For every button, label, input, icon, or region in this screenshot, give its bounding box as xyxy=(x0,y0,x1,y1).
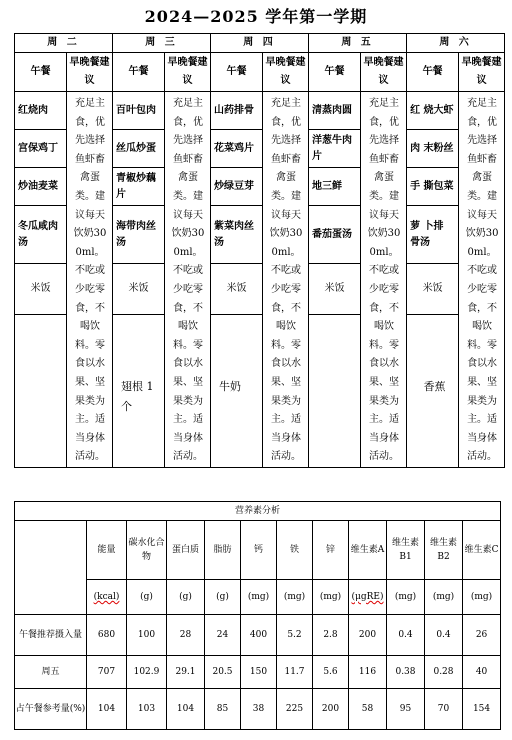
lunch-header: 午餐 xyxy=(309,53,361,92)
staple-cell: 米饭 xyxy=(15,264,67,315)
day-header-thu: 周 四 xyxy=(211,34,309,53)
meal-advice: 充足主食，优先选择鱼虾畜禽蛋类。建议每天饮奶300ml。不吃或少吃零食，不喝饮料。零食以水果、坚果类为主。适当身体活动。 xyxy=(361,92,407,468)
value-cell: 58 xyxy=(349,689,387,730)
dish-cell: 山药排骨 xyxy=(211,92,263,130)
value-cell: 29.1 xyxy=(167,656,205,689)
dish-cell: 炒油麦菜 xyxy=(15,168,67,206)
nutrient-header: 锌 xyxy=(313,521,349,580)
unit-cell: (g) xyxy=(127,580,167,615)
meal-advice: 充足主食，优先选择鱼虾畜禽蛋类。建议每天饮奶300ml。不吃或少吃零食，不喝饮料。零食以水果、坚果类为主。适当身体活动。 xyxy=(263,92,309,468)
value-cell: 85 xyxy=(205,689,241,730)
nutrient-header: 碳水化合物 xyxy=(127,521,167,580)
dish-cell: 花菜鸡片 xyxy=(211,130,263,168)
dish-cell: 地三鲜 xyxy=(309,168,361,206)
value-cell: 5.2 xyxy=(277,615,313,656)
dish-cell: 丝瓜炒蛋 xyxy=(113,130,165,168)
nutrition-analysis-table xyxy=(14,501,501,730)
value-cell: 5.6 xyxy=(313,656,349,689)
nutrient-header: 铁 xyxy=(277,521,313,580)
staple-cell: 米饭 xyxy=(407,264,459,315)
unit-cell: (mg) xyxy=(425,580,463,615)
value-cell: 28 xyxy=(167,615,205,656)
meal-advice: 充足主食，优先选择鱼虾畜禽蛋类。建议每天饮奶300ml。不吃或少吃零食，不喝饮料。零食以水果、坚果类为主。适当身体活动。 xyxy=(67,92,113,468)
value-cell: 200 xyxy=(349,615,387,656)
extra-cell: 牛奶 xyxy=(211,315,263,467)
nutrient-header: 维生素B2 xyxy=(425,521,463,580)
dish-cell: 炒绿豆芽 xyxy=(211,168,263,206)
unit-cell: (g) xyxy=(167,580,205,615)
advice-header: 早晚餐建议 xyxy=(263,53,309,92)
value-cell: 102.9 xyxy=(127,656,167,689)
value-cell: 0.28 xyxy=(425,656,463,689)
meal-advice: 充足主食，优先选择鱼虾畜禽蛋类。建议每天饮奶300ml。不吃或少吃零食，不喝饮料。零食以水果、坚果类为主。适当身体活动。 xyxy=(459,92,505,468)
unit-cell: (μgRE) xyxy=(349,580,387,615)
value-cell: 400 xyxy=(241,615,277,656)
meal-advice: 充足主食，优先选择鱼虾畜禽蛋类。建议每天饮奶300ml。不吃或少吃零食，不喝饮料。零食以水果、坚果类为主。适当身体活动。 xyxy=(165,92,211,468)
value-cell: 225 xyxy=(277,689,313,730)
staple-cell: 米饭 xyxy=(309,264,361,315)
unit-cell: (mg) xyxy=(241,580,277,615)
nutrient-header: 维生素C xyxy=(463,521,501,580)
unit-cell: (mg) xyxy=(463,580,501,615)
unit-cell: (mg) xyxy=(277,580,313,615)
dish-cell: 洋葱牛肉片 xyxy=(309,130,361,168)
advice-header: 早晚餐建议 xyxy=(165,53,211,92)
value-cell: 2.8 xyxy=(313,615,349,656)
extra-cell xyxy=(15,315,67,467)
value-cell: 95 xyxy=(387,689,425,730)
row-label: 午餐推荐摄入量 xyxy=(15,615,87,656)
value-cell: 100 xyxy=(127,615,167,656)
dish-cell: 清蒸肉圆 xyxy=(309,92,361,130)
day-header-fri: 周 五 xyxy=(309,34,407,53)
staple-cell: 米饭 xyxy=(211,264,263,315)
dish-cell: 手 撕包菜 xyxy=(407,168,459,206)
unit-cell: (mg) xyxy=(387,580,425,615)
blank-header xyxy=(15,521,87,615)
value-cell: 38 xyxy=(241,689,277,730)
dish-cell: 红 烧大虾 xyxy=(407,92,459,130)
lunch-header: 午餐 xyxy=(15,53,67,92)
row-label: 占午餐参考量(%) xyxy=(15,689,87,730)
value-cell: 104 xyxy=(167,689,205,730)
value-cell: 40 xyxy=(463,656,501,689)
value-cell: 103 xyxy=(127,689,167,730)
lunch-header: 午餐 xyxy=(113,53,165,92)
value-cell: 150 xyxy=(241,656,277,689)
nutrition-title: 营养素分析 xyxy=(15,502,501,521)
value-cell: 0.4 xyxy=(425,615,463,656)
dish-cell: 宫保鸡丁 xyxy=(15,130,67,168)
staple-cell: 米饭 xyxy=(113,264,165,315)
nutrient-header: 蛋白质 xyxy=(167,521,205,580)
advice-header: 早晚餐建议 xyxy=(459,53,505,92)
day-header-sat: 周 六 xyxy=(407,34,505,53)
nutrient-header: 钙 xyxy=(241,521,277,580)
value-cell: 116 xyxy=(349,656,387,689)
dish-cell: 海带肉丝汤 xyxy=(113,206,165,264)
row-label: 周五 xyxy=(15,656,87,689)
nutrient-header: 脂肪 xyxy=(205,521,241,580)
day-header-wed: 周 三 xyxy=(113,34,211,53)
extra-cell: 翅根 1 个 xyxy=(113,315,165,467)
value-cell: 680 xyxy=(87,615,127,656)
advice-header: 早晚餐建议 xyxy=(67,53,113,92)
value-cell: 70 xyxy=(425,689,463,730)
extra-cell xyxy=(309,315,361,467)
dish-cell: 红烧肉 xyxy=(15,92,67,130)
value-cell: 20.5 xyxy=(205,656,241,689)
value-cell: 0.4 xyxy=(387,615,425,656)
weekly-menu-table xyxy=(14,33,505,468)
value-cell: 0.38 xyxy=(387,656,425,689)
unit-cell: (mg) xyxy=(313,580,349,615)
value-cell: 154 xyxy=(463,689,501,730)
dish-cell: 肉 末粉丝 xyxy=(407,130,459,168)
lunch-header: 午餐 xyxy=(211,53,263,92)
day-header-tue: 周 二 xyxy=(15,34,113,53)
value-cell: 26 xyxy=(463,615,501,656)
dish-cell: 萝 卜排 骨汤 xyxy=(407,206,459,264)
dish-cell: 番茄蛋汤 xyxy=(309,206,361,264)
value-cell: 104 xyxy=(87,689,127,730)
page-title: 2024—2025 学年第一学期 xyxy=(144,7,368,26)
dish-cell: 冬瓜咸肉汤 xyxy=(15,206,67,264)
value-cell: 707 xyxy=(87,656,127,689)
dish-cell: 青椒炒藕片 xyxy=(113,168,165,206)
lunch-header: 午餐 xyxy=(407,53,459,92)
value-cell: 11.7 xyxy=(277,656,313,689)
unit-cell: (g) xyxy=(205,580,241,615)
advice-header: 早晚餐建议 xyxy=(361,53,407,92)
nutrient-header: 能量 xyxy=(87,521,127,580)
unit-cell: (kcal) xyxy=(87,580,127,615)
dish-cell: 百叶包肉 xyxy=(113,92,165,130)
dish-cell: 紫菜肉丝汤 xyxy=(211,206,263,264)
extra-cell: 香蕉 xyxy=(407,315,459,467)
nutrient-header: 维生素A xyxy=(349,521,387,580)
value-cell: 200 xyxy=(313,689,349,730)
nutrient-header: 维生素B1 xyxy=(387,521,425,580)
value-cell: 24 xyxy=(205,615,241,656)
